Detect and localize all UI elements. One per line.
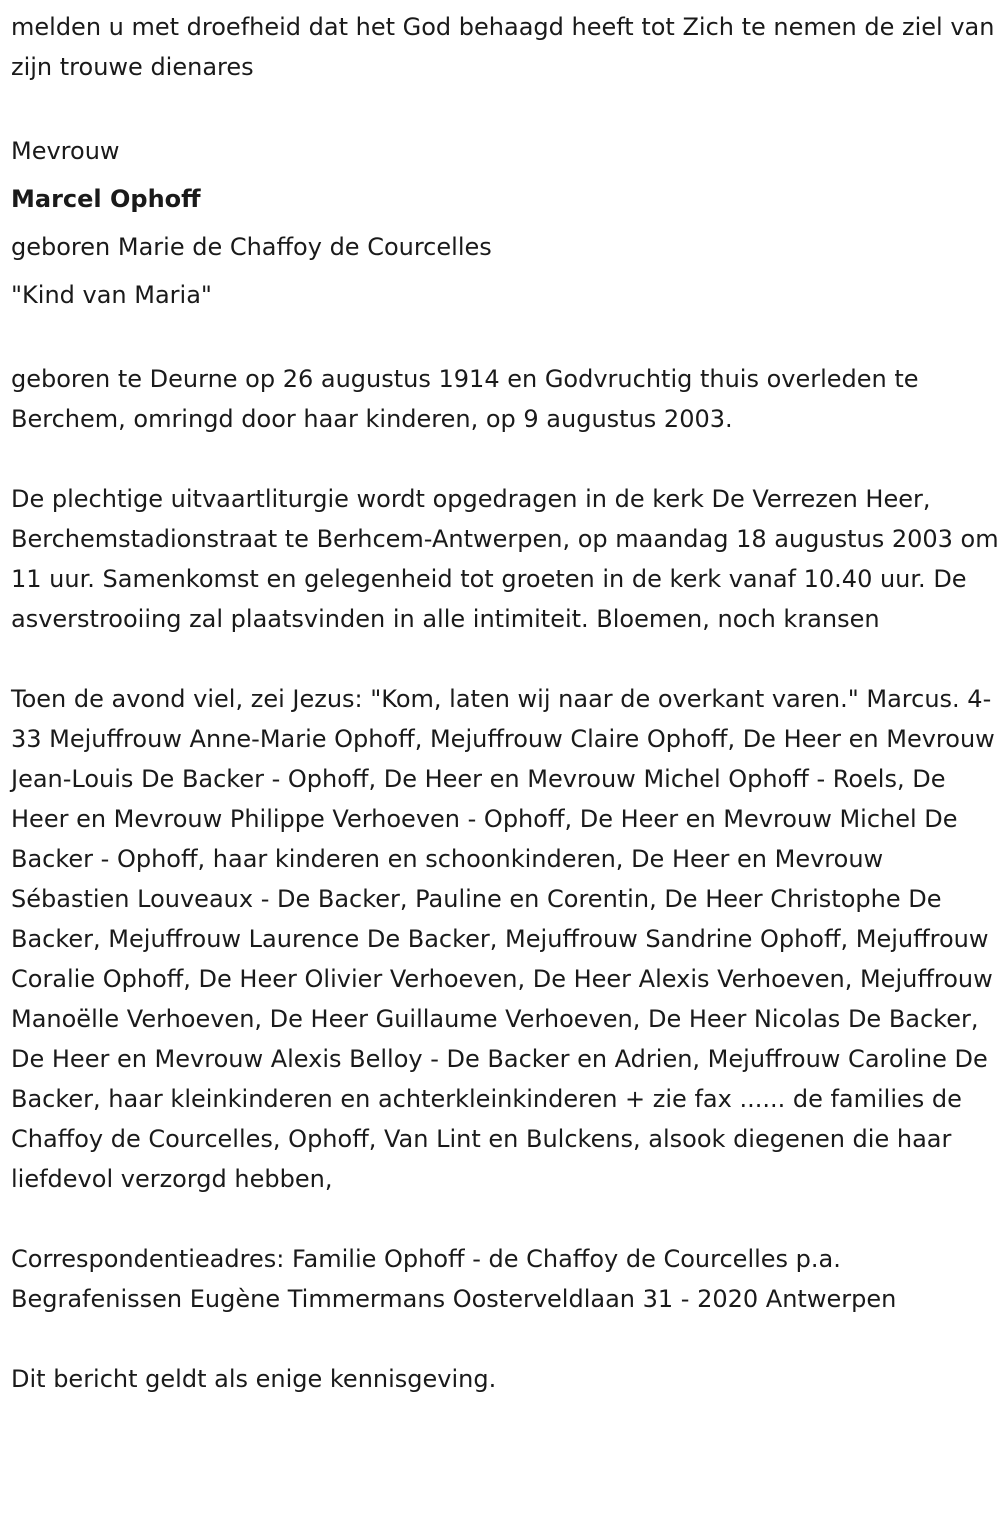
title-text: Mevrouw [11,137,120,165]
funeral-text: De plechtige uitvaartliturgie wordt opgedragen in de kerk De Verrezen Heer, Berchemstadionstraat te Berhcem-Antwerpen, op maandag 18 augustus 2003 om 11 uur. Samenkomst en gelegenheid tot groeten in de kerk vanaf 10.40 uur. De asverstrooiing zal plaatsvinden in alle intimiteit. Bloemen, noch kransen [11,485,999,633]
epithet-text: "Kind van Maria" [11,281,212,309]
deceased-name: Marcel Ophoff [11,185,201,213]
intro-text: melden u met droefheid dat het God behaagd heeft tot Zich te nemen de ziel van zijn trouwe dienares [11,13,995,81]
born-as-text: geboren Marie de Chaffoy de Courcelles [11,233,492,261]
family-text: Toen de avond viel, zei Jezus: "Kom, laten wij naar de overkant varen." Marcus. 4-33 Mejuffrouw Anne-Marie Ophoff, Mejuffrouw Claire Ophoff, De Heer en Mevrouw Jean-Louis De Backer - Ophoff, De Heer en Mevrouw Michel Ophoff - Roels, De Heer en Mevrouw Philippe Verhoeven - Ophoff, De Heer en Mevrouw Michel De Backer - Ophoff, haar kinderen en schoonkinderen, De Heer en Mevrouw Sébastien Louveaux - De Backer, Pauline en Corentin, De Heer Christophe De Backer, Mejuffrouw Laurence De Backer, Mejuffrouw Sandrine Ophoff, Mejuffrouw Coralie Ophoff, De Heer Olivier Verhoeven, De Heer Alexis Verhoeven, Mejuffrouw Manoëlle Verhoeven, De Heer Guillaume Verhoeven, De Heer Nicolas De Backer, De Heer en Mevrouw Alexis Belloy - De Backer en Adrien, Mejuffrouw Caroline De Backer, haar kleinkinderen en achterkleinkinderen + zie fax ...... de families de Chaffoy de Courcelles, Ophoff, Van Lint en Bulckens, alsook diegenen die haar liefdevol verzorgd hebben, [11,685,995,1193]
closing-text: Dit bericht geldt als enige kennisgeving. [11,1365,497,1393]
correspondence-text: Correspondentieadres: Familie Ophoff - de Chaffoy de Courcelles p.a. Begrafenissen Eugène Timmermans Oosterveldlaan 31 - 2020 Antwerpen [11,1245,897,1313]
birth-death-text: geboren te Deurne op 26 augustus 1914 en Godvruchtig thuis overleden te Berchem, omringd door haar kinderen, op 9 augustus 2003. [11,365,919,433]
